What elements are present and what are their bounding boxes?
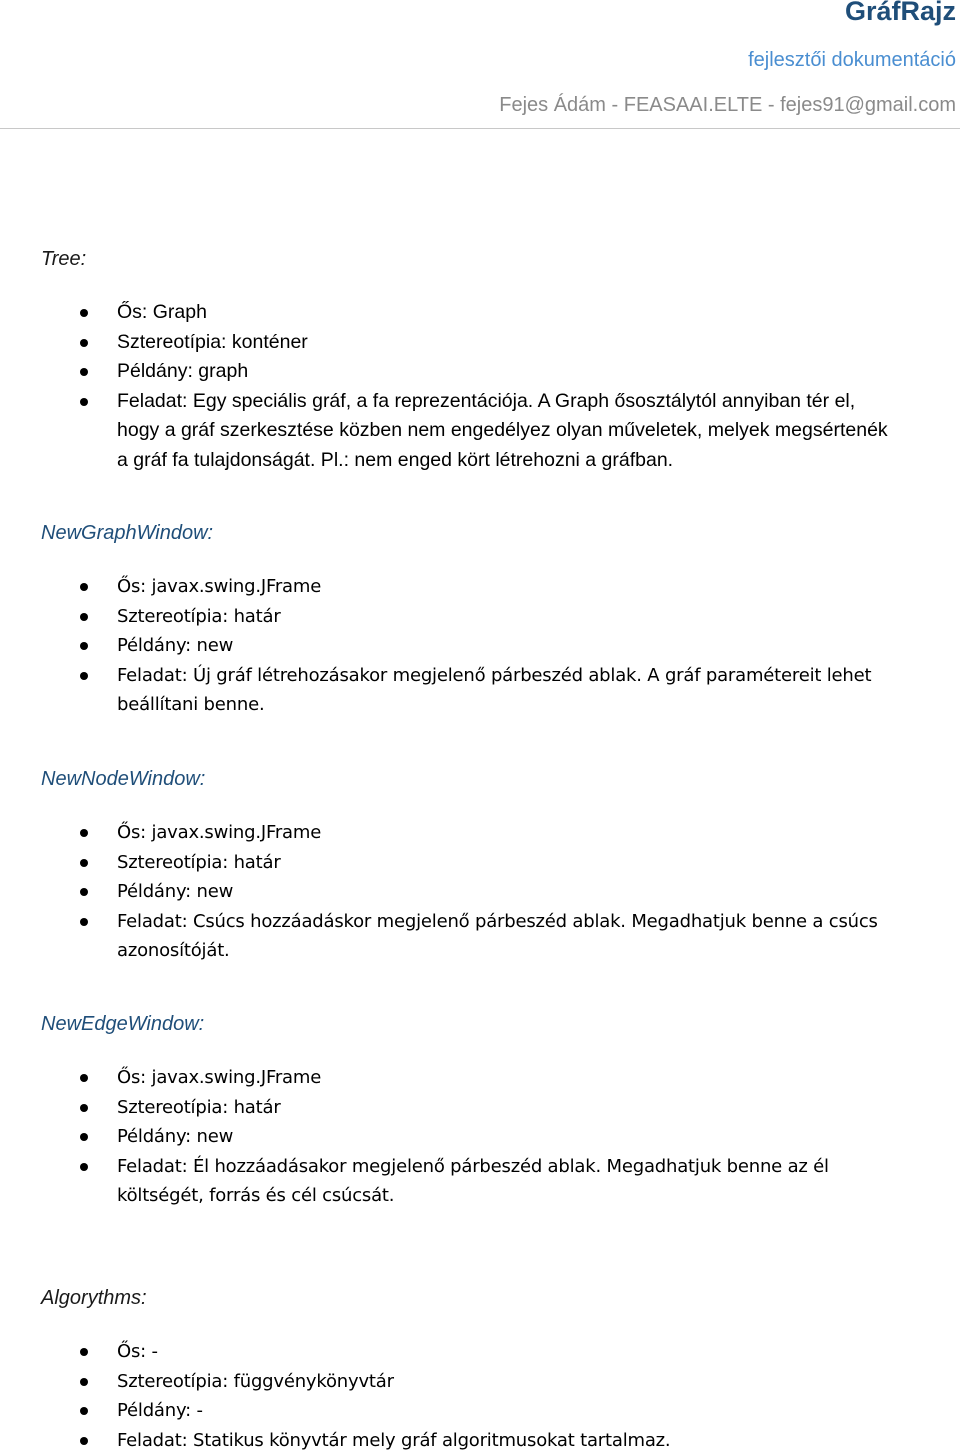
list-item: Ős: javax.swing.JFrame (0, 1063, 960, 1093)
list-item: Példány: graph (0, 357, 960, 387)
bullet-icon (80, 1104, 88, 1112)
section-heading: NewGraphWindow: (41, 522, 213, 545)
bullet-icon (80, 368, 88, 376)
bullet-icon (80, 398, 88, 406)
list-item: Sztereotípia: határ (0, 602, 960, 632)
bullet-icon (80, 642, 88, 650)
bullet-list (0, 298, 960, 475)
section-heading: NewNodeWindow: (41, 768, 205, 791)
bullet-icon (80, 583, 88, 591)
list-item: Ős: javax.swing.JFrame (0, 572, 960, 602)
bullet-icon (80, 613, 88, 621)
bullet-list (0, 818, 960, 966)
document-header (0, 0, 960, 129)
list-item: Ős: Graph (0, 298, 960, 328)
document-author: Fejes Ádám - FEASAAI.ELTE - fejes91@gmail.com (499, 94, 956, 117)
bullet-icon (80, 918, 88, 926)
bullet-icon (80, 1074, 88, 1082)
list-item: Feladat: Csúcs hozzáadáskor megjelenő párbeszéd ablak. Megadhatjuk benne a csúcs azonosítóját. (0, 907, 960, 966)
list-item: Sztereotípia: határ (0, 1093, 960, 1123)
document-subtitle: fejlesztői dokumentáció (748, 49, 956, 72)
document-title: GráfRajz (845, 0, 956, 27)
bullet-list (0, 1063, 960, 1211)
bullet-list (0, 572, 960, 720)
list-item: Példány: new (0, 1122, 960, 1152)
list-item: Példány: new (0, 631, 960, 661)
bullet-icon (80, 1378, 88, 1386)
list-item: Ős: - (0, 1337, 960, 1367)
list-item: Sztereotípia: függvénykönyvtár (0, 1367, 960, 1397)
bullet-list (0, 1337, 960, 1455)
list-item: Sztereotípia: határ (0, 848, 960, 878)
section-heading: Tree: (41, 248, 86, 271)
bullet-icon (80, 1163, 88, 1171)
list-item: Feladat: Statikus könyvtár mely gráf algoritmusokat tartalmaz. (0, 1426, 960, 1455)
bullet-icon (80, 859, 88, 867)
list-item: Példány: - (0, 1396, 960, 1426)
bullet-icon (80, 1133, 88, 1141)
bullet-icon (80, 309, 88, 317)
list-item: Ős: javax.swing.JFrame (0, 818, 960, 848)
list-item: Példány: new (0, 877, 960, 907)
list-item: Feladat: Új gráf létrehozásakor megjelenő párbeszéd ablak. A gráf paramétereit lehet beállítani benne. (0, 661, 960, 720)
bullet-icon (80, 888, 88, 896)
section-heading: Algorythms: (41, 1287, 147, 1310)
list-item: Sztereotípia: konténer (0, 328, 960, 358)
bullet-icon (80, 1437, 88, 1445)
list-item: Feladat: Egy speciális gráf, a fa reprezentációja. A Graph ősosztálytól annyiban tér el, hogy a gráf szerkesztése közben nem engedélyez olyan műveletek, melyek megsértenék a gráf fa tulajdonságát. Pl.: nem enged kört létrehozni a gráfban. (0, 387, 960, 476)
bullet-icon (80, 829, 88, 837)
section-heading: NewEdgeWindow: (41, 1013, 204, 1036)
bullet-icon (80, 672, 88, 680)
bullet-icon (80, 1348, 88, 1356)
list-item: Feladat: Él hozzáadásakor megjelenő párbeszéd ablak. Megadhatjuk benne az él költségét, forrás és cél csúcsát. (0, 1152, 960, 1211)
bullet-icon (80, 1407, 88, 1415)
bullet-icon (80, 339, 88, 347)
